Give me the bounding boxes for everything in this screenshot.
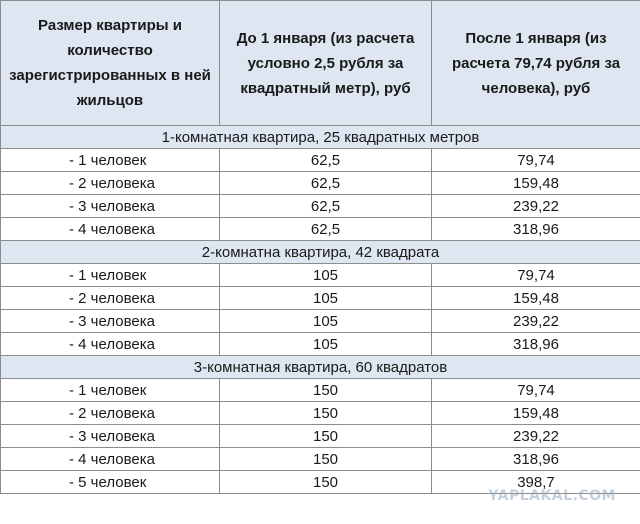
residents-cell: - 2 человека xyxy=(1,287,220,310)
before-value-cell: 150 xyxy=(220,402,432,425)
section-row xyxy=(1,241,640,264)
watermark: YAPLAKAL.COM xyxy=(488,488,616,504)
table-row xyxy=(1,149,640,172)
before-value-cell: 105 xyxy=(220,310,432,333)
after-value-cell: 318,96 xyxy=(432,218,640,241)
table-row xyxy=(1,402,640,425)
after-value-cell: 159,48 xyxy=(432,287,640,310)
after-value-cell: 159,48 xyxy=(432,402,640,425)
table-row xyxy=(1,333,640,356)
before-value-cell: 150 xyxy=(220,379,432,402)
before-value-cell: 62,5 xyxy=(220,172,432,195)
residents-cell: - 3 человека xyxy=(1,195,220,218)
residents-cell: - 1 человек xyxy=(1,149,220,172)
table-row xyxy=(1,195,640,218)
after-value-cell: 79,74 xyxy=(432,379,640,402)
after-value-cell: 239,22 xyxy=(432,310,640,333)
after-value-cell: 159,48 xyxy=(432,172,640,195)
header-after-jan1: После 1 января (из расчета 79,74 рубля за человека), руб xyxy=(432,1,640,126)
residents-cell: - 1 человек xyxy=(1,264,220,287)
residents-cell: - 5 человек xyxy=(1,471,220,494)
table-row xyxy=(1,218,640,241)
residents-cell: - 2 человека xyxy=(1,402,220,425)
table-row xyxy=(1,448,640,471)
table-row xyxy=(1,425,640,448)
header-before-jan1: До 1 января (из расчета условно 2,5 рубля за квадратный метр), руб xyxy=(220,1,432,126)
section-title: 3-комнатная квартира, 60 квадратов xyxy=(1,356,640,379)
table-row xyxy=(1,287,640,310)
before-value-cell: 62,5 xyxy=(220,218,432,241)
table-row xyxy=(1,310,640,333)
before-value-cell: 150 xyxy=(220,425,432,448)
after-value-cell: 398,7 xyxy=(432,471,640,494)
header-row xyxy=(1,1,640,126)
before-value-cell: 62,5 xyxy=(220,149,432,172)
after-value-cell: 239,22 xyxy=(432,195,640,218)
table-body xyxy=(1,126,640,494)
after-value-cell: 318,96 xyxy=(432,448,640,471)
before-value-cell: 150 xyxy=(220,471,432,494)
table-row xyxy=(1,379,640,402)
before-value-cell: 105 xyxy=(220,287,432,310)
residents-cell: - 2 человека xyxy=(1,172,220,195)
residents-cell: - 3 человека xyxy=(1,425,220,448)
table-row xyxy=(1,172,640,195)
section-title: 2-комнатна квартира, 42 квадрата xyxy=(1,241,640,264)
table-row xyxy=(1,264,640,287)
after-value-cell: 318,96 xyxy=(432,333,640,356)
residents-cell: - 1 человек xyxy=(1,379,220,402)
section-title: 1-комнатная квартира, 25 квадратных метров xyxy=(1,126,640,149)
after-value-cell: 239,22 xyxy=(432,425,640,448)
after-value-cell: 79,74 xyxy=(432,264,640,287)
header-apartment-size: Размер квартиры и количество зарегистрированных в ней жильцов xyxy=(1,1,220,126)
residents-cell: - 4 человека xyxy=(1,333,220,356)
before-value-cell: 105 xyxy=(220,264,432,287)
before-value-cell: 62,5 xyxy=(220,195,432,218)
section-row xyxy=(1,126,640,149)
after-value-cell: 79,74 xyxy=(432,149,640,172)
residents-cell: - 3 человека xyxy=(1,310,220,333)
section-row xyxy=(1,356,640,379)
residents-cell: - 4 человека xyxy=(1,218,220,241)
before-value-cell: 105 xyxy=(220,333,432,356)
residents-cell: - 4 человека xyxy=(1,448,220,471)
before-value-cell: 150 xyxy=(220,448,432,471)
